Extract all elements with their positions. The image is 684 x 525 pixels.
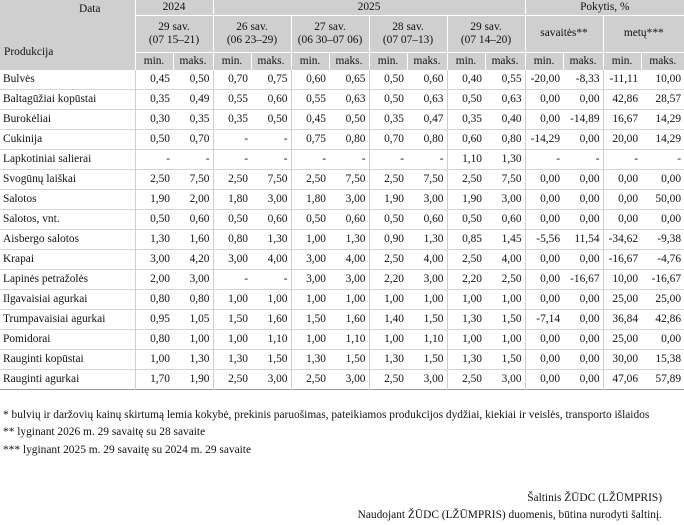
price-cell: 0,50 — [447, 210, 485, 230]
price-cell: 10,00 — [603, 270, 641, 290]
price-cell: 3,00 — [329, 370, 369, 390]
price-cell: 0,80 — [485, 130, 525, 150]
week-header: 29 sav. (07 14–20) — [447, 15, 525, 53]
price-cell: 0,75 — [291, 130, 329, 150]
price-cell: 0,60 — [423, 73, 444, 85]
max-header: maks. — [641, 53, 684, 70]
price-cell: 1,30 — [173, 350, 213, 370]
price-cell: 0,50 — [213, 210, 251, 230]
price-cell: 3,00 — [485, 370, 525, 390]
product-name: Bulvės — [3, 73, 35, 85]
price-cell: 1,10 — [329, 330, 369, 350]
product-name: Krapai — [0, 250, 135, 270]
table-row — [0, 150, 684, 170]
price-cell: 2,20 — [369, 270, 407, 290]
price-cell: 3,00 — [291, 270, 329, 290]
price-cell: -5,56 — [525, 230, 563, 250]
price-cell: 0,50 — [135, 210, 173, 230]
price-cell: 3,00 — [329, 190, 369, 210]
week-header: 28 sav. (07 07–13) — [369, 15, 447, 53]
price-cell: 2,50 — [447, 170, 485, 190]
price-cell: 0,50 — [291, 210, 329, 230]
price-cell: 1,00 — [447, 290, 485, 310]
price-cell: 0,55 — [291, 90, 329, 110]
price-cell: 0,95 — [135, 310, 173, 330]
price-cell: 1,00 — [291, 230, 329, 250]
price-cell: 0,35 — [447, 110, 485, 130]
price-cell: 0,50 — [369, 70, 407, 90]
min-header: min. — [213, 53, 251, 70]
price-cell: 0,80 — [407, 130, 447, 150]
corner-header — [0, 0, 135, 70]
price-cell: 1,40 — [369, 310, 407, 330]
footnote: * bulvių ir daržovių kainų skirtumą lemia kokybė, prekinis paruošimas, pateikiamos produkcijos dydžiai, kiekiai ir veislės, transporto išlaidos — [3, 409, 650, 421]
price-cell: 0,60 — [407, 210, 447, 230]
price-cell: -11,11 — [603, 70, 641, 90]
price-cell: 1,70 — [135, 370, 173, 390]
price-cell: 0,00 — [525, 290, 563, 310]
price-cell: - — [135, 150, 173, 170]
price-cell: -4,76 — [641, 250, 684, 270]
max-header: maks. — [251, 53, 291, 70]
price-cell: 3,00 — [213, 250, 251, 270]
max-header: maks. — [173, 53, 213, 70]
price-cell: 1,00 — [135, 350, 173, 370]
price-cell: 0,00 — [525, 190, 563, 210]
price-cell: 0,50 — [329, 110, 369, 130]
price-cell: 0,00 — [525, 350, 563, 370]
price-cell: 4,20 — [173, 250, 213, 270]
price-cell: 0,40 — [485, 110, 525, 130]
price-cell: 0,40 — [447, 70, 485, 90]
price-cell: 36,84 — [603, 310, 641, 330]
price-cell: 1,30 — [291, 350, 329, 370]
max-header: maks. — [485, 53, 525, 70]
price-cell: 0,00 — [563, 370, 603, 390]
price-cell: 3,00 — [291, 250, 329, 270]
price-cell: 2,00 — [135, 270, 173, 290]
price-cell: 0,50 — [189, 73, 210, 85]
price-cell: 1,00 — [485, 330, 525, 350]
product-name: Lapinės petražolės — [0, 270, 135, 290]
product-name: Pomidorai — [0, 330, 135, 350]
price-cell: 2,50 — [213, 370, 251, 390]
price-cell: 0,50 — [369, 210, 407, 230]
price-cell: 3,00 — [329, 270, 369, 290]
price-cell: 2,50 — [135, 170, 173, 190]
max-header: maks. — [329, 53, 369, 70]
price-cell: 1,30 — [251, 230, 291, 250]
price-cell: 2,50 — [485, 270, 525, 290]
price-cell: - — [173, 150, 213, 170]
price-cell: -16,67 — [641, 270, 684, 290]
price-cell: 0,00 — [603, 190, 641, 210]
price-cell: 3,00 — [251, 190, 291, 210]
product-name: Cukinija — [0, 130, 135, 150]
price-cell: - — [213, 150, 251, 170]
price-cell: 1,90 — [447, 190, 485, 210]
price-cell: 0,00 — [525, 370, 563, 390]
price-cell: 0,45 — [291, 110, 329, 130]
price-cell: 1,50 — [485, 350, 525, 370]
price-cell: - — [641, 150, 684, 170]
price-cell: 0,00 — [563, 310, 603, 330]
min-header: min. — [603, 53, 641, 70]
price-cell: 7,50 — [251, 170, 291, 190]
price-cell: 1,90 — [369, 190, 407, 210]
table-row — [0, 190, 684, 210]
price-cell: 1,30 — [447, 350, 485, 370]
table-row — [0, 350, 684, 370]
product-name: Salotos, vnt. — [0, 210, 135, 230]
price-cell: 1,60 — [329, 310, 369, 330]
price-cell: 0,60 — [291, 70, 329, 90]
price-cell: 1,10 — [407, 330, 447, 350]
price-cell: 1,00 — [369, 290, 407, 310]
price-cell: 20,00 — [603, 130, 641, 150]
price-cell: 2,50 — [447, 370, 485, 390]
price-cell: 1,90 — [173, 370, 213, 390]
price-cell: 1,80 — [213, 190, 251, 210]
price-cell: 0,70 — [213, 70, 251, 90]
change-header: Pokytis, % — [525, 0, 684, 15]
price-cell: 0,70 — [369, 130, 407, 150]
price-cell: 0,00 — [603, 170, 641, 190]
price-cell: -8,33 — [575, 73, 600, 85]
price-cell: 2,50 — [447, 250, 485, 270]
product-name: Trumpavaisiai agurkai — [0, 310, 135, 330]
price-cell: 0,63 — [407, 90, 447, 110]
product-name: Lapkotiniai salierai — [0, 150, 135, 170]
price-cell: 15,38 — [641, 350, 684, 370]
price-cell: 0,00 — [641, 170, 684, 190]
price-cell: 4,00 — [407, 250, 447, 270]
price-cell: - — [329, 150, 369, 170]
price-cell: 0,85 — [447, 230, 485, 250]
price-cell: 3,00 — [407, 370, 447, 390]
year-2024-header: 2024 — [135, 0, 213, 15]
price-cell: 14,29 — [641, 130, 684, 150]
price-cell: 3,00 — [135, 250, 173, 270]
price-cell: 0,47 — [407, 110, 447, 130]
year-2025-header: 2025 — [213, 0, 525, 15]
price-cell: - — [251, 150, 291, 170]
price-cell: 25,00 — [603, 290, 641, 310]
price-cell: 0,80 — [135, 290, 173, 310]
footnote: ** lyginant 2026 m. 29 savaitę su 28 savaite — [3, 426, 206, 439]
price-cell: - — [251, 270, 291, 290]
price-cell: 2,50 — [369, 370, 407, 390]
price-cell: 2,20 — [447, 270, 485, 290]
price-cell: 1,30 — [447, 310, 485, 330]
week-header: 29 sav. (07 15–21) — [135, 15, 213, 53]
price-cell: 0,45 — [135, 70, 173, 90]
price-cell: 0,35 — [173, 110, 213, 130]
price-cell: 0,80 — [173, 290, 213, 310]
price-cell: 28,57 — [641, 90, 684, 110]
footnote: *** lyginant 2025 m. 29 savaitę su 2024 m. 29 savaite — [3, 443, 252, 456]
table-row — [0, 90, 684, 110]
source-line: Naudojant ŽŪDC (LŽŪMPRIS) duomenis, būtina nurodyti šaltinį. — [357, 509, 662, 522]
price-cell: 0,30 — [135, 110, 173, 130]
table-row — [0, 330, 684, 350]
price-cell: 11,54 — [563, 230, 603, 250]
change-year-header: metų*** — [603, 15, 684, 53]
price-cell: 0,00 — [525, 90, 563, 110]
price-cell: 30,00 — [603, 350, 641, 370]
price-cell: 1,50 — [213, 310, 251, 330]
price-cell: 0,60 — [485, 210, 525, 230]
price-cell: 1,00 — [407, 290, 447, 310]
price-cell: 1,00 — [251, 290, 291, 310]
price-cell: - — [603, 150, 641, 170]
price-cell: 0,00 — [563, 210, 603, 230]
price-cell: 1,00 — [485, 290, 525, 310]
price-cell: - — [251, 130, 291, 150]
price-cell: 0,49 — [173, 90, 213, 110]
price-cell: 1,80 — [291, 190, 329, 210]
table-row — [0, 250, 684, 270]
price-cell: 25,00 — [603, 330, 641, 350]
price-cell: 1,00 — [291, 330, 329, 350]
price-cell: -16,67 — [563, 270, 603, 290]
price-cell: 0,70 — [173, 130, 213, 150]
price-cell: -16,67 — [603, 250, 641, 270]
price-cell: - — [369, 150, 407, 170]
price-cell: 1,50 — [407, 350, 447, 370]
product-name: Svogūnų laiškai — [0, 170, 135, 190]
footnotes — [3, 407, 663, 459]
price-cell: 0,50 — [447, 90, 485, 110]
price-cell: 1,00 — [291, 290, 329, 310]
price-cell: 1,10 — [251, 330, 291, 350]
price-cell: 0,90 — [369, 230, 407, 250]
price-cell: 7,50 — [173, 170, 213, 190]
table-row — [0, 290, 684, 310]
product-label: Produkcija — [4, 46, 54, 58]
price-cell: 0,35 — [135, 90, 173, 110]
price-cell: -7,14 — [525, 310, 563, 330]
price-cell: 0,80 — [329, 130, 369, 150]
price-cell: 1,50 — [251, 350, 291, 370]
source-line: Šaltinis ŽŪDC (LŽŪMPRIS) — [527, 492, 662, 504]
price-cell: 1,50 — [329, 350, 369, 370]
min-header: min. — [525, 53, 563, 70]
product-name: Burokėliai — [0, 110, 135, 130]
price-cell: 0,00 — [525, 250, 563, 270]
table-row — [0, 230, 684, 250]
price-cell: 1,00 — [213, 330, 251, 350]
price-cell: 0,50 — [251, 110, 291, 130]
price-cell: 1,50 — [407, 310, 447, 330]
price-cell: 3,00 — [485, 190, 525, 210]
price-cell: 0,55 — [213, 90, 251, 110]
week-header: 26 sav. (06 23–29) — [213, 15, 291, 53]
price-cell: 1,05 — [173, 310, 213, 330]
price-cell: 0,60 — [251, 210, 291, 230]
price-cell: 0,35 — [369, 110, 407, 130]
price-cell: 1,45 — [485, 230, 525, 250]
price-cell: 0,00 — [563, 90, 603, 110]
price-cell: 1,60 — [251, 310, 291, 330]
price-cell: 0,00 — [563, 190, 603, 210]
price-cell: 1,30 — [485, 150, 525, 170]
price-cell: 0,00 — [641, 210, 684, 230]
price-cell: 0,60 — [173, 210, 213, 230]
price-cell: 0,80 — [213, 230, 251, 250]
price-cell: 1,00 — [369, 330, 407, 350]
price-cell: 0,50 — [135, 130, 173, 150]
product-name: Rauginti kopūstai — [0, 350, 135, 370]
price-cell: 57,89 — [641, 370, 684, 390]
price-cell: 2,50 — [291, 370, 329, 390]
price-cell: 0,60 — [447, 130, 485, 150]
price-cell: 0,55 — [501, 73, 522, 85]
price-cell: -9,38 — [641, 230, 684, 250]
price-cell: 1,00 — [213, 290, 251, 310]
change-week-header: savaitės** — [525, 15, 603, 53]
price-cell: 2,50 — [369, 170, 407, 190]
product-name: Aisbergo salotos — [0, 230, 135, 250]
price-cell: 10,00 — [655, 73, 682, 85]
price-cell: 0,75 — [267, 73, 288, 85]
price-cell: 7,50 — [485, 170, 525, 190]
price-cell: 50,00 — [641, 190, 684, 210]
source-note — [358, 490, 662, 525]
price-cell: 25,00 — [641, 290, 684, 310]
product-name: Baltagūžiai kopūstai — [0, 90, 135, 110]
price-cell: -14,29 — [525, 130, 563, 150]
price-cell: - — [213, 270, 251, 290]
price-cell: 4,00 — [329, 250, 369, 270]
price-cell: 1,00 — [173, 330, 213, 350]
price-cell: 0,00 — [603, 210, 641, 230]
price-cell: - — [563, 150, 603, 170]
price-cell: 0,63 — [485, 90, 525, 110]
price-cell: 0,00 — [563, 290, 603, 310]
price-cell: 3,00 — [251, 370, 291, 390]
min-header: min. — [135, 53, 173, 70]
max-header: maks. — [563, 53, 603, 70]
price-cell: 0,63 — [329, 90, 369, 110]
price-cell: 1,60 — [173, 230, 213, 250]
price-cell: 7,50 — [329, 170, 369, 190]
data-label: Data — [78, 3, 101, 15]
price-cell: 0,00 — [525, 210, 563, 230]
price-cell: 3,00 — [407, 270, 447, 290]
week-header: 27 sav. (06 30–07 06) — [291, 15, 369, 53]
price-cell: - — [213, 130, 251, 150]
price-cell: 3,00 — [173, 270, 213, 290]
price-cell: 0,00 — [525, 270, 563, 290]
price-cell: 0,00 — [641, 330, 684, 350]
price-cell: 7,50 — [407, 170, 447, 190]
price-cell: 1,00 — [329, 290, 369, 310]
price-cell: 2,50 — [369, 250, 407, 270]
price-cell: 0,35 — [213, 110, 251, 130]
price-cell: 0,00 — [563, 250, 603, 270]
price-cell: 1,10 — [447, 150, 485, 170]
min-header: min. — [447, 53, 485, 70]
price-cell: 1,30 — [407, 230, 447, 250]
price-cell: - — [525, 150, 563, 170]
price-cell: 0,00 — [525, 110, 563, 130]
price-cell: 14,29 — [641, 110, 684, 130]
price-cell: 0,80 — [135, 330, 173, 350]
price-cell: 0,00 — [525, 330, 563, 350]
table-row — [0, 110, 684, 130]
price-cell: - — [407, 150, 447, 170]
product-name: Salotos — [0, 190, 135, 210]
price-cell: 1,30 — [213, 350, 251, 370]
price-cell: 0,50 — [369, 90, 407, 110]
price-cell: - — [291, 150, 329, 170]
table-row — [0, 270, 684, 290]
price-cell: -34,62 — [603, 230, 641, 250]
price-cell: 1,30 — [329, 230, 369, 250]
price-cell: 2,50 — [291, 170, 329, 190]
price-cell: 0,00 — [563, 130, 603, 150]
price-cell: 47,06 — [603, 370, 641, 390]
min-header: min. — [369, 53, 407, 70]
price-cell: 1,00 — [447, 330, 485, 350]
price-cell: 3,00 — [407, 190, 447, 210]
price-cell: 0,60 — [329, 210, 369, 230]
price-cell: 0,00 — [563, 330, 603, 350]
price-cell: 42,86 — [603, 90, 641, 110]
min-header: min. — [291, 53, 329, 70]
price-cell: 2,00 — [173, 190, 213, 210]
price-cell: 2,50 — [213, 170, 251, 190]
price-cell: 1,50 — [291, 310, 329, 330]
max-header: maks. — [407, 53, 447, 70]
price-cell: 0,60 — [251, 90, 291, 110]
price-cell: 4,00 — [251, 250, 291, 270]
table-row — [0, 310, 684, 330]
price-cell: 16,67 — [603, 110, 641, 130]
price-cell: 0,00 — [563, 350, 603, 370]
table-row — [0, 370, 684, 390]
price-cell: -20,00 — [525, 70, 563, 90]
price-cell: 0,00 — [563, 170, 603, 190]
product-name: Rauginti agurkai — [0, 370, 135, 390]
table-row — [0, 70, 684, 90]
table-row — [0, 130, 684, 150]
table-row — [0, 210, 684, 230]
table-row — [0, 170, 684, 190]
product-name: Ilgavaisiai agurkai — [0, 290, 135, 310]
price-cell: 42,86 — [641, 310, 684, 330]
price-cell: 4,00 — [485, 250, 525, 270]
price-cell: 0,65 — [345, 73, 366, 85]
price-cell: 1,90 — [135, 190, 173, 210]
price-cell: 1,30 — [369, 350, 407, 370]
price-cell: -14,89 — [563, 110, 603, 130]
price-cell: 1,30 — [135, 230, 173, 250]
price-cell: 1,50 — [485, 310, 525, 330]
price-cell: 0,00 — [525, 170, 563, 190]
